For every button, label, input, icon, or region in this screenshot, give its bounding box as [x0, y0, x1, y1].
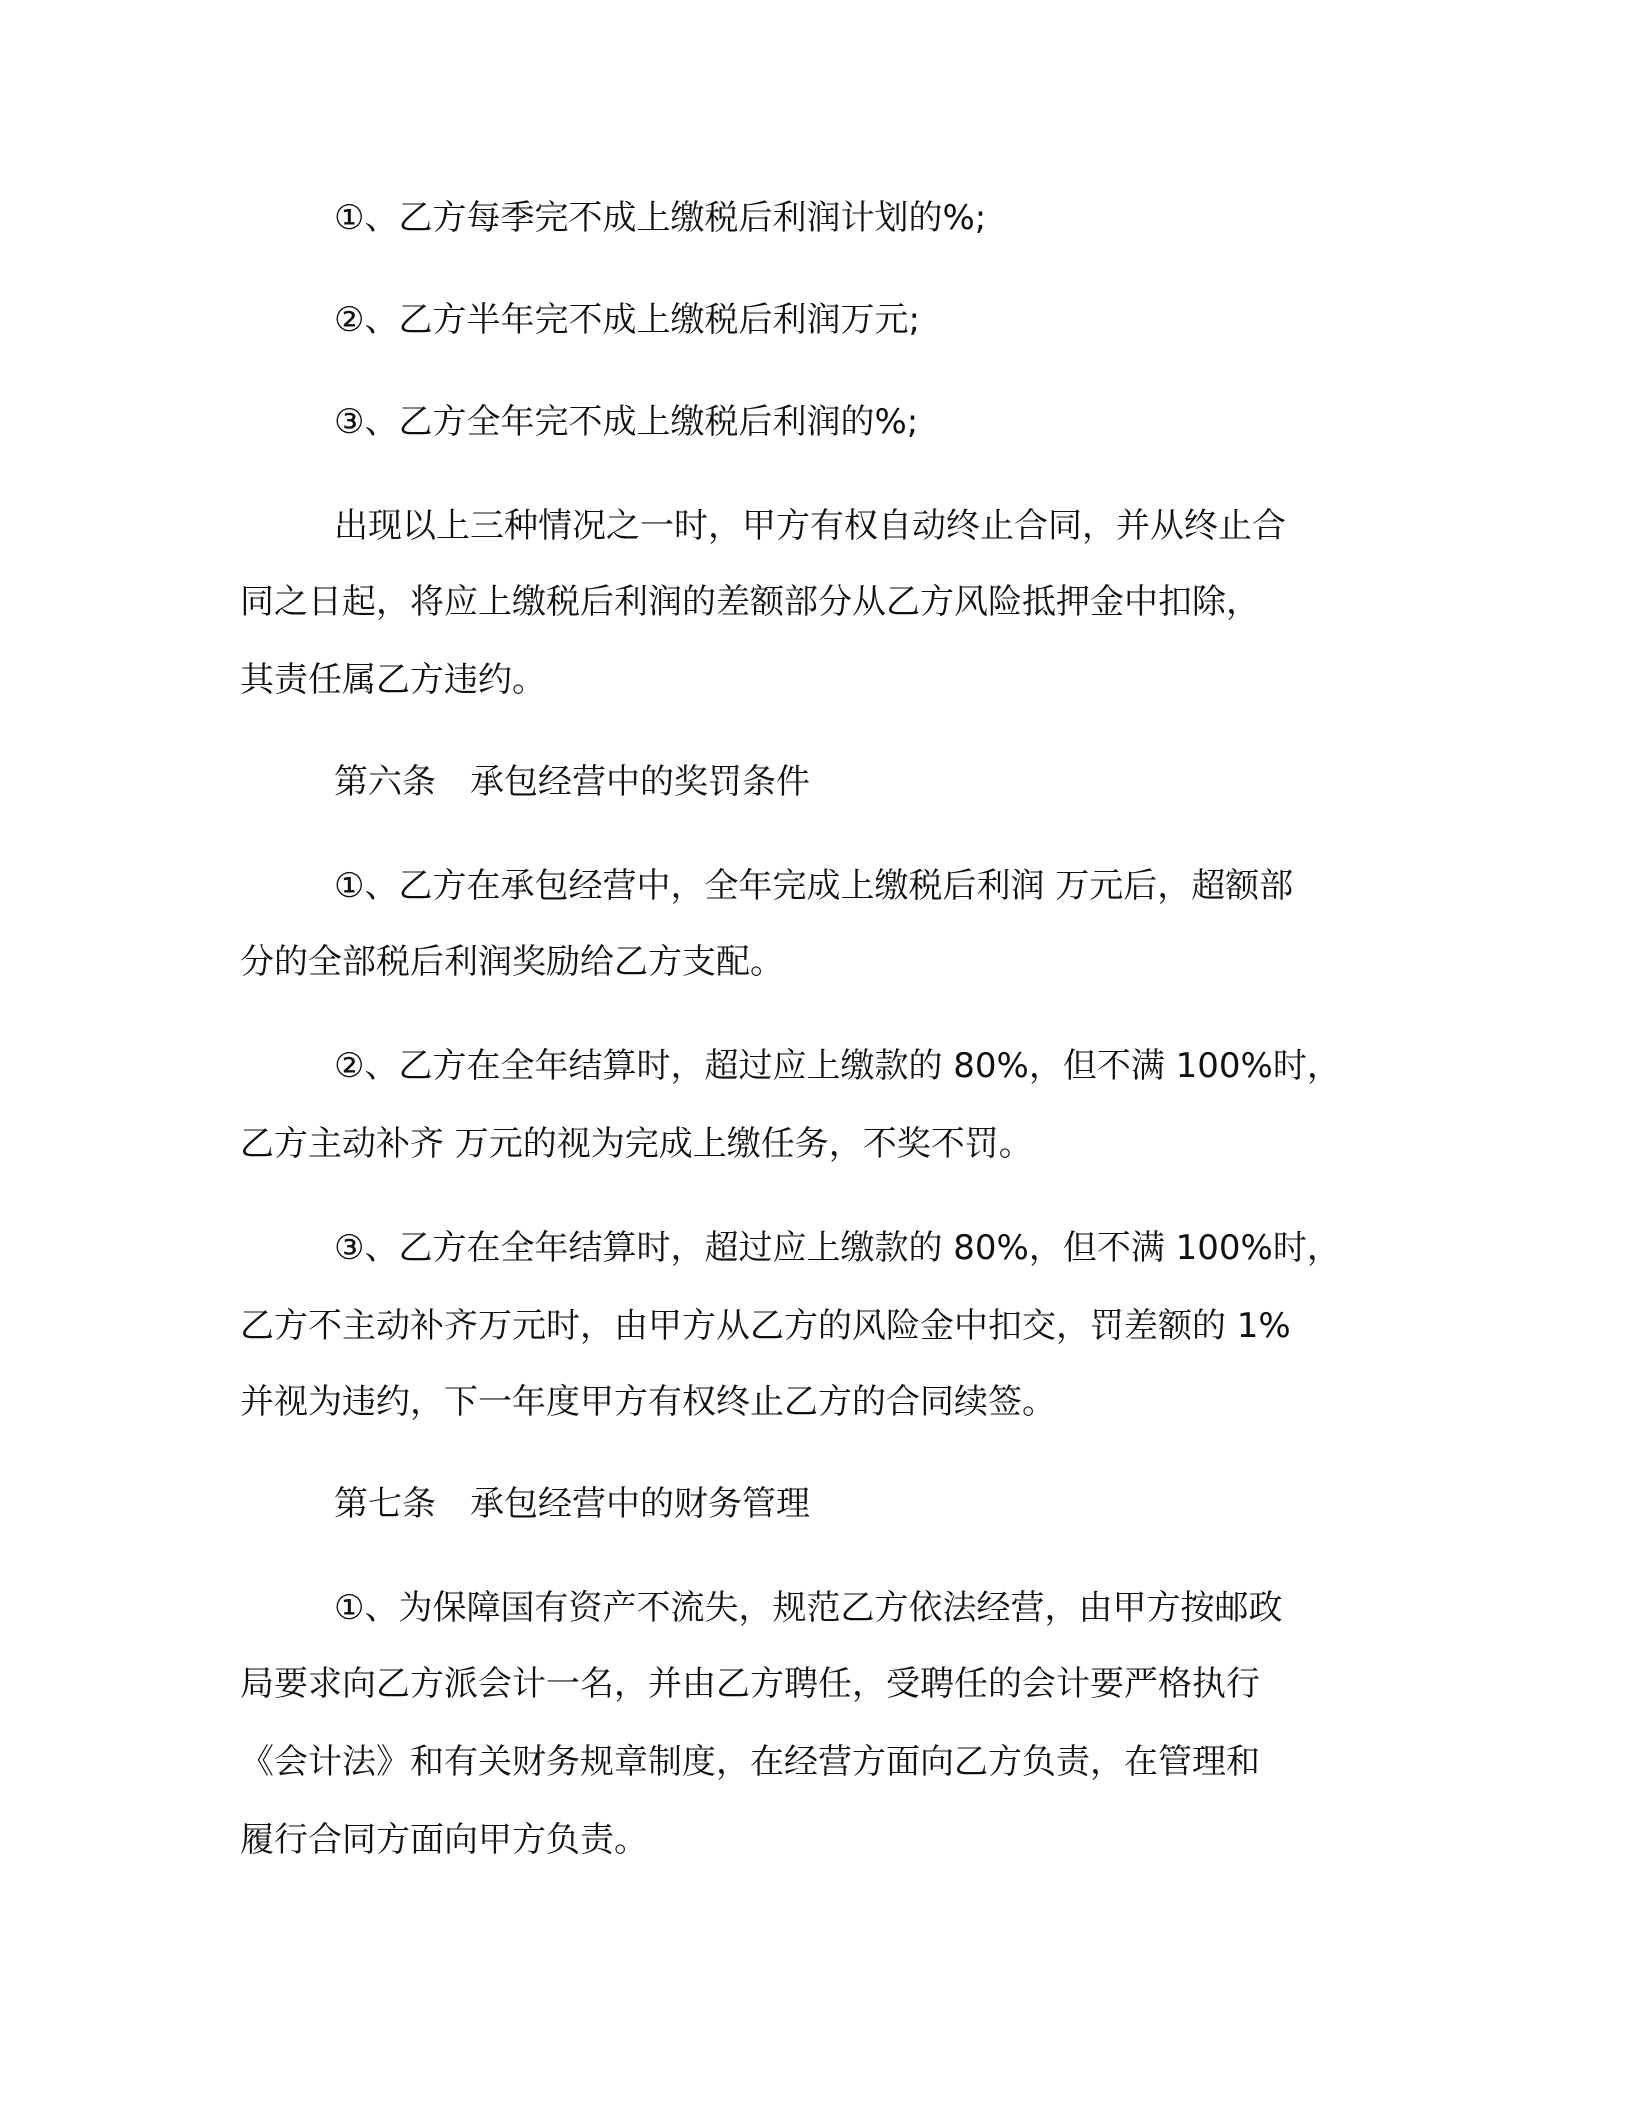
paragraph-line: ③、乙方在全年结算时，超过应上缴款的 80%，但不满 100%时，	[334, 1228, 1341, 1268]
clause-5-item-1: ①、乙方每季完不成上缴税后利润计划的%;	[334, 198, 987, 238]
paragraph-line: 出现以上三种情况之一时，甲方有权自动终止合同，并从终止合	[334, 506, 1286, 546]
paragraph-line: ②、乙方在全年结算时，超过应上缴款的 80%，但不满 100%时，	[334, 1046, 1341, 1086]
paragraph-line: 乙方主动补齐 万元的视为完成上缴任务，不奖不罚。	[240, 1124, 1033, 1164]
paragraph-line: 履行合同方面向甲方负责。	[240, 1820, 648, 1860]
paragraph-line: 局要求向乙方派会计一名，并由乙方聘任，受聘任的会计要严格执行	[240, 1664, 1260, 1704]
paragraph-line: 同之日起，将应上缴税后利润的差额部分从乙方风险抵押金中扣除，	[240, 582, 1260, 622]
section-heading-article-7: 第七条 承包经营中的财务管理	[334, 1484, 810, 1524]
paragraph-line: 并视为违约，下一年度甲方有权终止乙方的合同续签。	[240, 1382, 1056, 1422]
paragraph-line: 乙方不主动补齐万元时，由甲方从乙方的风险金中扣交，罚差额的 1%	[240, 1306, 1291, 1346]
paragraph-line: 其责任属乙方违约。	[240, 660, 546, 700]
clause-5-item-3: ③、乙方全年完不成上缴税后利润的%;	[334, 402, 919, 442]
clause-5-item-2: ②、乙方半年完不成上缴税后利润万元;	[334, 300, 920, 340]
paragraph-line: ①、为保障国有资产不流失，规范乙方依法经营，由甲方按邮政	[334, 1588, 1283, 1628]
paragraph-line: 《会计法》和有关财务规章制度，在经营方面向乙方负责，在管理和	[240, 1742, 1260, 1782]
paragraph-line: 分的全部税后利润奖励给乙方支配。	[240, 942, 784, 982]
paragraph-line: ①、乙方在承包经营中，全年完成上缴税后利润 万元后，超额部	[334, 866, 1294, 906]
section-heading-article-6: 第六条 承包经营中的奖罚条件	[334, 762, 810, 802]
